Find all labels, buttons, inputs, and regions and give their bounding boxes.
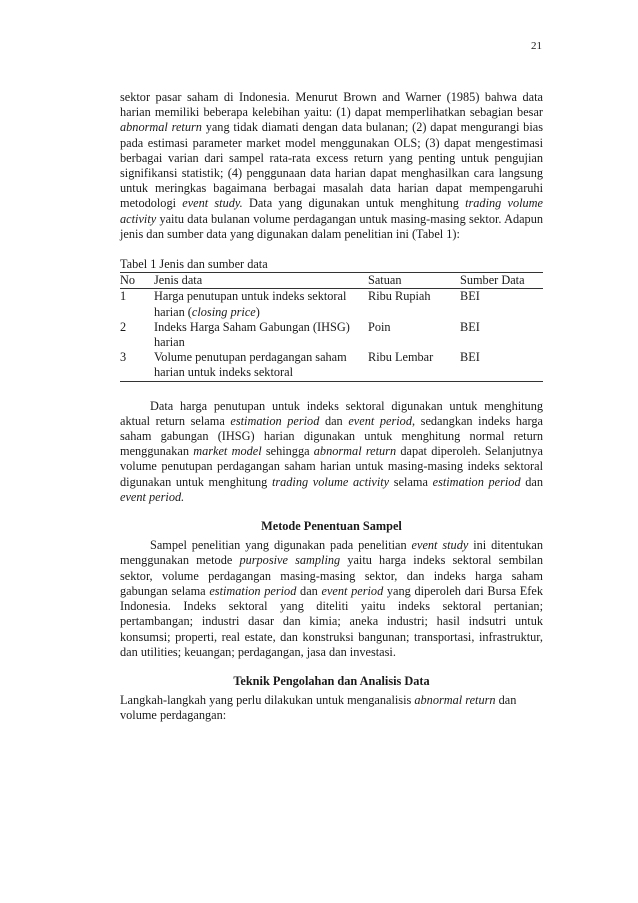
paragraph-langkah: Langkah-langkah yang perlu dilakukan untuk menganalisis abnormal return dan volume perdagangan: [120,693,517,723]
table-header-row [120,273,543,289]
cell-jenis: Harga penutupan untuk indeks sektoral harian (closing price) [154,289,347,319]
table-row [120,289,543,320]
paragraph-sampel: Sampel penelitian yang digunakan pada penelitian event study ini ditentukan menggunakan metode purposive sampling yaitu harga indeks sektoral sembilan sektor, volume perdagangan masing-masing sektor, dan indeks harga saham gabungan selama estimation period dan event period yang diperoleh dari Bursa Efek Indonesia. Indeks sektoral yang diteliti yaitu indeks sektoral pertanian; pertambangan; industri dasar dan kimia; aneka industri; hasil indsutri untuk konsumsi; properti, real estate, dan konstruksi bangunan; transportasi, infrastruktur, dan utilities; keuangan; perdagangan, jasa dan investasi. [120,538,543,659]
cell-no: 1 [120,289,127,304]
paragraph-data-harian: sektor pasar saham di Indonesia. Menurut Brown and Warner (1985) bahwa data harian memiliki beberapa kelebihan yaitu: (1) dapat memperlihatkan sebagian besar abnormal return yang tidak diamati dengan data bulanan; (2) dapat mengurangi bias pada estimasi parameter market model menggunakan OLS; (3) dapat mengestimasi berbagai varian dari sampel rata-rata excess return yang penting untuk pengujian signifikansi statistik; (4) penggunaan data harian dapat menghasilkan cara langsung untuk meringkas bagaimana berbagai masalah data harian dapat mempengaruhi metodologi event study. Data yang digunakan untuk menghitung trading volume activity yaitu data bulanan volume perdagangan untuk masing-masing sektor. Adapun jenis dan sumber data yang digunakan dalam penelitian ini (Tabel 1): [120,90,544,241]
cell-sumber: BEI [460,350,543,381]
cell-no: 3 [120,350,154,381]
cell-sumber: BEI [460,319,480,334]
data-sources-table [120,272,543,381]
table-caption: Tabel 1 Jenis dan sumber data [120,257,268,272]
document-body [120,90,543,724]
paragraph-harga-penutupan: Data harga penutupan untuk indeks sektoral digunakan untuk menghitung aktual return selama estimation period dan event period, sedangkan indeks harga saham gabungan (IHSG) harian digunakan untuk menghitung normal return menggunakan market model sehingga abnormal return dapat diperoleh. Selanjutnya volume penutupan perdagangan saham harian untuk masing-masing indeks sektoral digunakan untuk menghitung trading volume activity selama estimation period dan event period. [120,398,544,504]
section-heading-metode: Metode Penentuan Sampel [261,519,402,534]
cell-no: 2 [120,319,127,334]
cell-satuan: Poin [368,319,391,334]
table-row [120,350,543,381]
header-no: No [120,273,154,289]
cell-sumber: BEI [460,289,480,304]
cell-jenis: Volume penutupan perdagangan saham harian untuk indeks sektoral [154,350,368,381]
cell-satuan: Ribu Rupiah [368,289,431,304]
table-row [120,320,543,350]
cell-satuan: Ribu Lembar [368,350,460,381]
page-number: 21 [531,40,542,52]
header-jenis-data: Jenis data [154,273,368,289]
header-sumber-data: Sumber Data [460,273,543,289]
cell-jenis: Indeks Harga Saham Gabungan (IHSG) harian [154,319,350,350]
section-heading-teknik: Teknik Pengolahan dan Analisis Data [233,673,430,688]
header-satuan: Satuan [368,273,460,289]
